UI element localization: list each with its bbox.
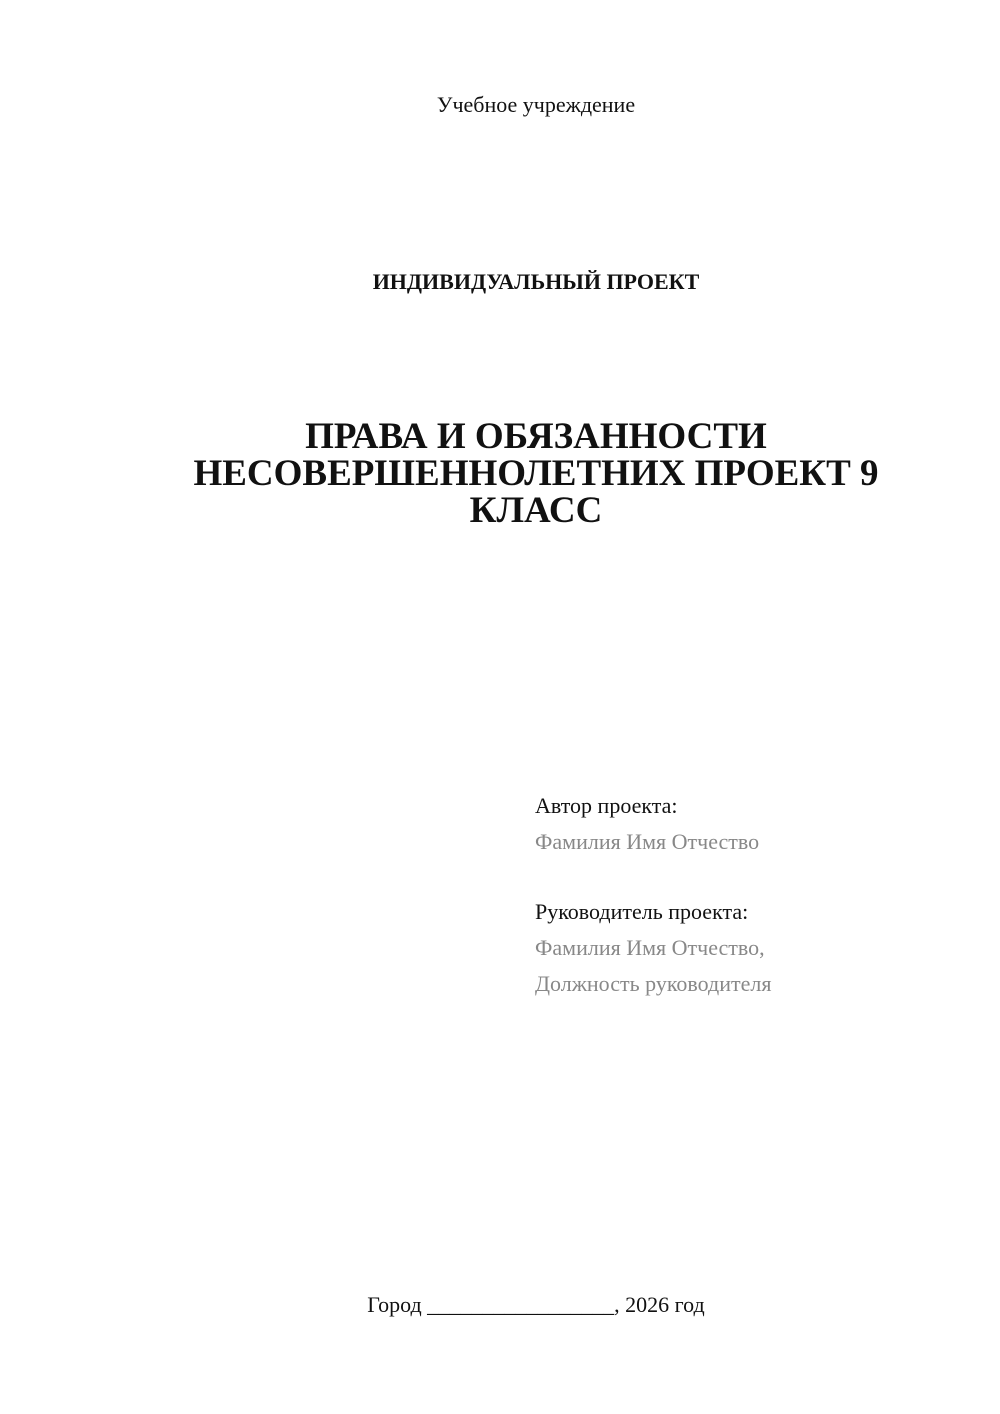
- project-title-line-1: ПРАВА И ОБЯЗАННОСТИ: [305, 416, 767, 457]
- institution-name: Учебное учреждение: [436, 92, 636, 117]
- project-title-line-3: КЛАСС: [469, 490, 603, 531]
- year-text: , 2026 год: [614, 1292, 705, 1317]
- city-blank: _________________: [427, 1292, 615, 1317]
- author-label: Автор проекта:: [535, 793, 678, 818]
- city-year-line: [172, 1290, 900, 1320]
- supervisor-label: Руководитель проекта:: [535, 899, 749, 924]
- supervisor-position: Должность руководителя: [535, 971, 772, 996]
- credits-spacer: [535, 860, 975, 894]
- author-name: Фамилия Имя Отчество: [535, 829, 760, 854]
- credits-block: [535, 788, 975, 1002]
- project-title: [172, 418, 900, 529]
- project-type-heading: ИНДИВИДУАЛЬНЫЙ ПРОЕКТ: [372, 269, 700, 294]
- project-title-line-2: НЕСОВЕРШЕННОЛЕТНИХ ПРОЕКТ 9: [193, 453, 879, 494]
- city-label: Город: [367, 1292, 422, 1317]
- supervisor-name: Фамилия Имя Отчество,: [535, 935, 765, 960]
